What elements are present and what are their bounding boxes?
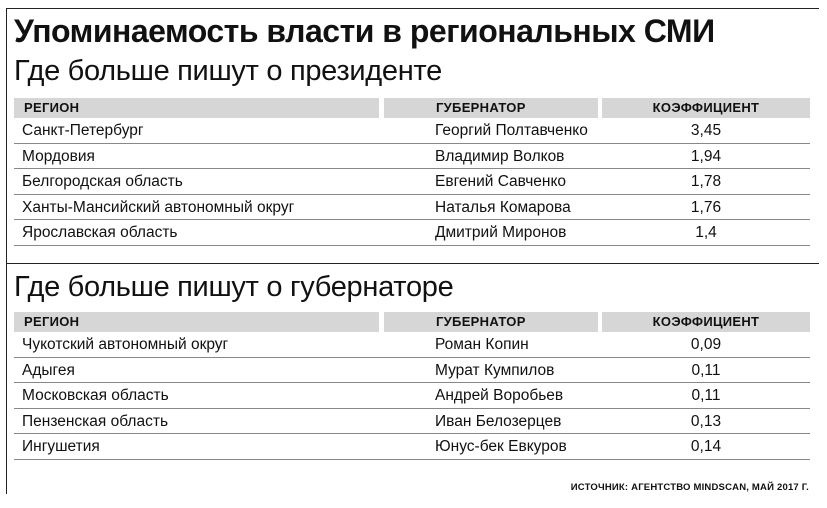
region-cell: Адыгея [22,361,75,379]
coefficient-cell: 1,76 [690,198,722,216]
table-row [14,332,810,358]
table-row [14,118,810,144]
governor-cell: Мурат Кумпилов [435,361,555,379]
region-cell: Белгородская область [22,173,183,190]
top-border [6,8,819,9]
table-row [14,144,810,170]
column-header-coefficient: КОЭФФИЦИЕНТ [602,312,810,332]
section1-heading: Где больше пишут о президенте [14,55,442,87]
source-note: ИСТОЧНИК: АГЕНТСТВО MINDSCAN, МАЙ 2017 Г. [570,482,809,493]
table-row [14,358,810,384]
region-cell: Пензенская область [22,412,169,430]
governor-cell: Евгений Савченко [435,173,567,190]
column-header-governor: ГУБЕРНАТОР [384,312,598,332]
coefficient-cell: 0,11 [691,361,721,379]
table-row [14,195,810,221]
page-title: Упоминаемость власти в региональных СМИ [14,13,715,49]
governor-cell: Дмитрий Миронов [435,224,567,241]
president-table [14,98,810,246]
region-cell: Ярославская область [22,224,178,241]
table-row [14,220,810,246]
column-header-region: РЕГИОН [14,312,379,332]
table-row [14,434,810,460]
coefficient-cell: 3,45 [690,122,722,139]
column-header-region: РЕГИОН [14,98,379,118]
table-row [14,383,810,409]
coefficient-cell: 0,09 [690,336,722,353]
column-header-governor: ГУБЕРНАТОР [384,98,598,118]
governor-cell: Георгий Полтавченко [435,122,588,139]
coefficient-cell: 0,11 [691,387,721,404]
governor-table [14,312,810,460]
governor-cell: Наталья Комарова [435,198,571,216]
governor-cell: Юнус-бек Евкуров [435,438,567,455]
region-cell: Чукотский автономный округ [22,336,229,353]
governor-cell: Иван Белозерцев [435,412,562,430]
column-header-coefficient: КОЭФФИЦИЕНТ [602,98,810,118]
coefficient-cell: 0,13 [690,412,722,430]
region-cell: Московская область [22,387,169,404]
coefficient-cell: 1,78 [690,173,722,190]
table-header [14,98,810,118]
section2-heading: Где больше пишут о губернаторе [14,271,454,303]
section-separator [6,263,819,264]
region-cell: Ингушетия [22,438,100,455]
left-border [6,8,7,494]
table-row [14,409,810,435]
table-header [14,312,810,332]
governor-cell: Владимир Волков [435,147,565,165]
coefficient-cell: 1,4 [695,224,717,241]
region-cell: Мордовия [22,147,95,165]
governor-cell: Андрей Воробьев [435,387,564,404]
coefficient-cell: 1,94 [690,147,722,165]
region-cell: Санкт-Петербург [22,122,144,139]
region-cell: Ханты-Мансийский автономный округ [22,198,295,216]
governor-cell: Роман Копин [435,336,529,353]
coefficient-cell: 0,14 [690,438,722,455]
table-row [14,169,810,195]
